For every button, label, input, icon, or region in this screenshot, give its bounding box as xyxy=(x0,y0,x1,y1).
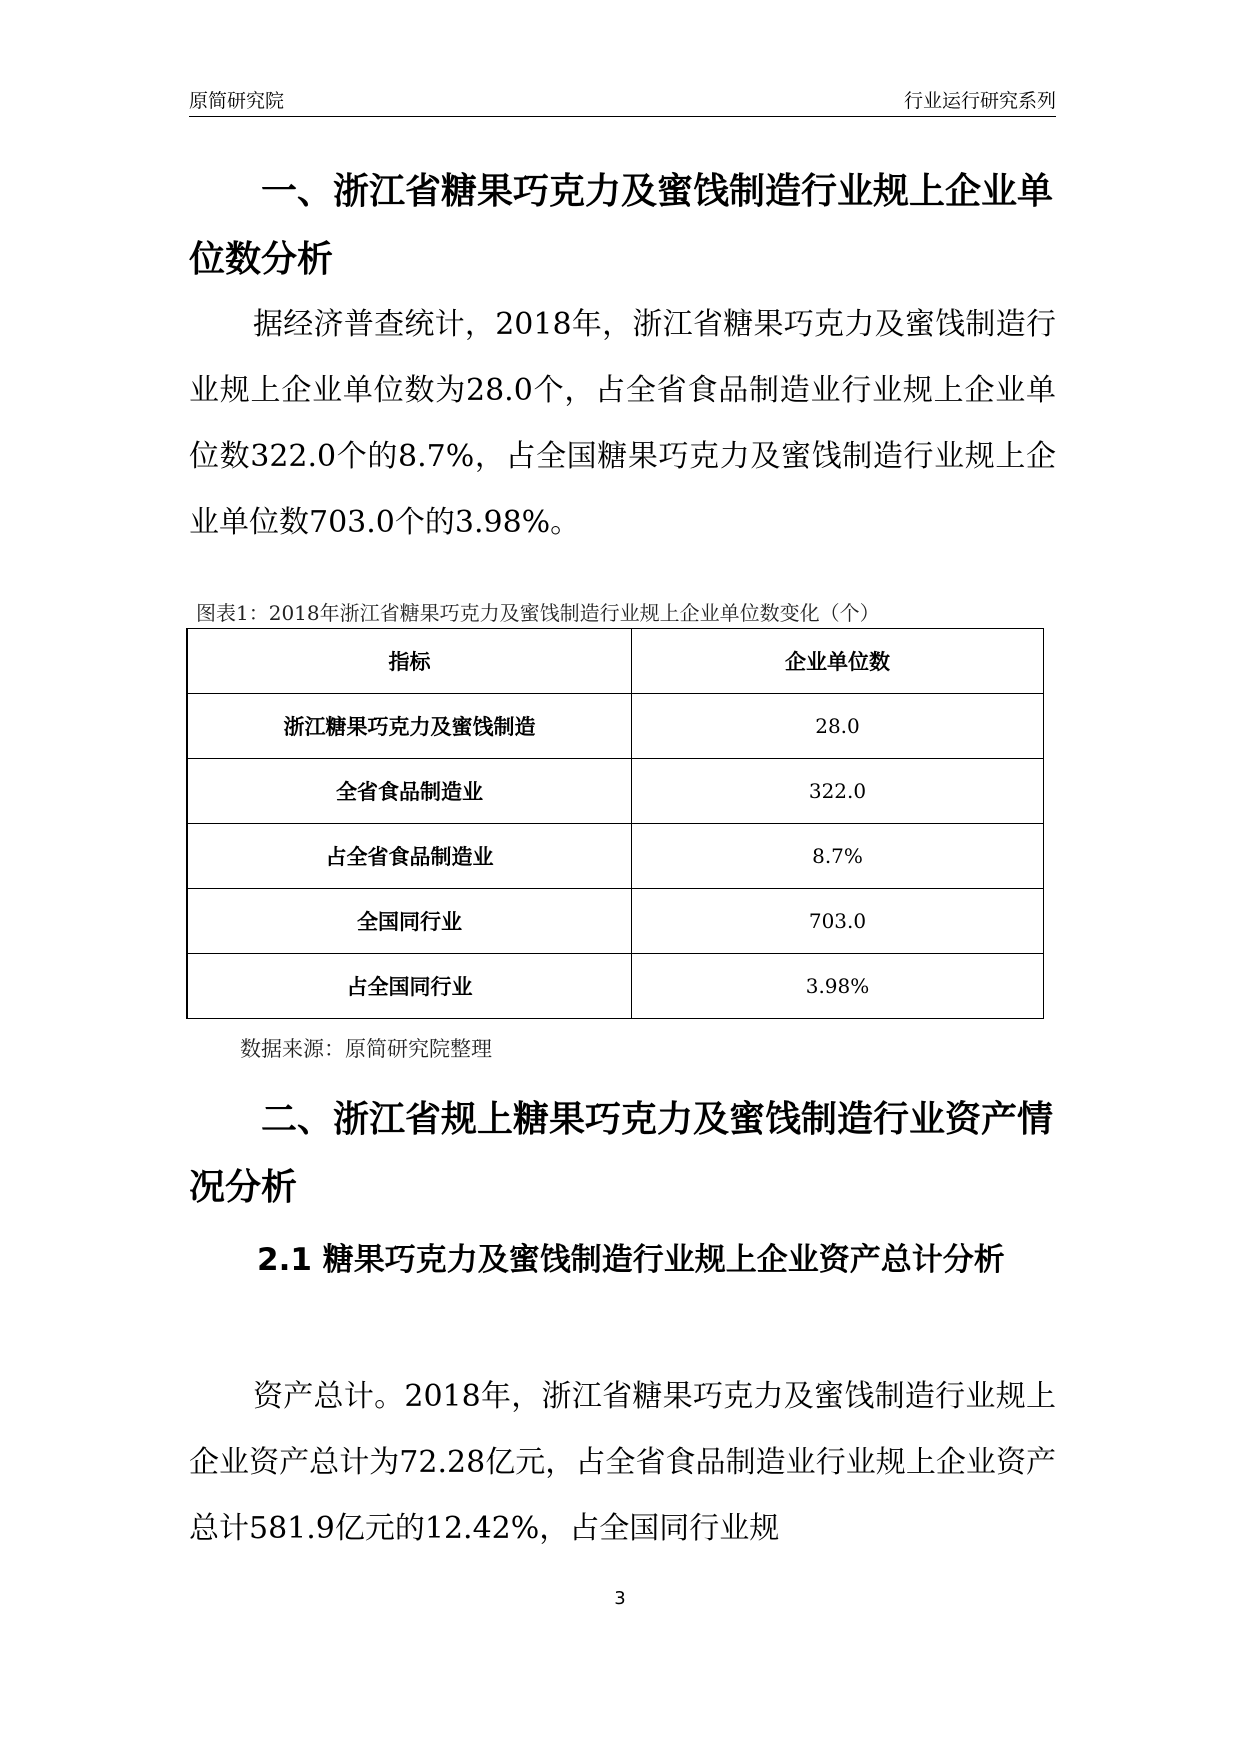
column-header-indicator: 指标 xyxy=(187,629,632,694)
header-org-name: 原简研究院 xyxy=(189,90,285,112)
column-header-value: 企业单位数 xyxy=(632,629,1044,694)
page-number: 3 xyxy=(614,1588,626,1609)
section2-subheading: 2.1 糖果巧克力及蜜饯制造行业规上企业资产总计分析 xyxy=(257,1242,1005,1278)
section1-heading: 一、浙江省糖果巧克力及蜜饯制造行业规上企业单位数分析 xyxy=(189,171,1054,280)
section1-paragraph: 据经济普查统计，2018年，浙江省糖果巧克力及蜜饯制造行业规上企业单位数为28.0个，占全省食品制造业行业规上企业单位数322.0个的8.7%，占全国糖果巧克力及蜜饯制造行业规上企业单位数703.0个的3.98%。 xyxy=(189,307,1056,540)
header-series-name: 行业运行研究系列 xyxy=(903,90,1056,112)
row-value: 8.7% xyxy=(632,824,1044,889)
table-row xyxy=(187,694,1044,759)
table-source-note: 数据来源：原简研究院整理 xyxy=(240,1037,492,1061)
page-header xyxy=(189,86,1056,114)
table-caption: 图表1：2018年浙江省糖果巧克力及蜜饯制造行业规上企业单位数变化（个） xyxy=(196,601,880,625)
header-divider xyxy=(189,116,1056,117)
data-table xyxy=(186,628,1044,1019)
section2-heading: 二、浙江省规上糖果巧克力及蜜饯制造行业资产情况分析 xyxy=(189,1099,1054,1208)
row-indicator: 占全省食品制造业 xyxy=(187,824,632,889)
table-row xyxy=(187,954,1044,1019)
row-indicator: 全省食品制造业 xyxy=(187,759,632,824)
section2-paragraph: 资产总计。2018年，浙江省糖果巧克力及蜜饯制造行业规上企业资产总计为72.28亿元，占全省食品制造业行业规上企业资产总计581.9亿元的12.42%，占全国同行业规 xyxy=(189,1379,1056,1546)
table-header-row xyxy=(187,629,1044,694)
row-value: 3.98% xyxy=(632,954,1044,1019)
row-value: 703.0 xyxy=(632,889,1044,954)
row-indicator: 浙江糖果巧克力及蜜饯制造 xyxy=(187,694,632,759)
row-indicator: 全国同行业 xyxy=(187,889,632,954)
table-row xyxy=(187,759,1044,824)
table-row xyxy=(187,889,1044,954)
table-row xyxy=(187,824,1044,889)
row-value: 322.0 xyxy=(632,759,1044,824)
row-value: 28.0 xyxy=(632,694,1044,759)
row-indicator: 占全国同行业 xyxy=(187,954,632,1019)
